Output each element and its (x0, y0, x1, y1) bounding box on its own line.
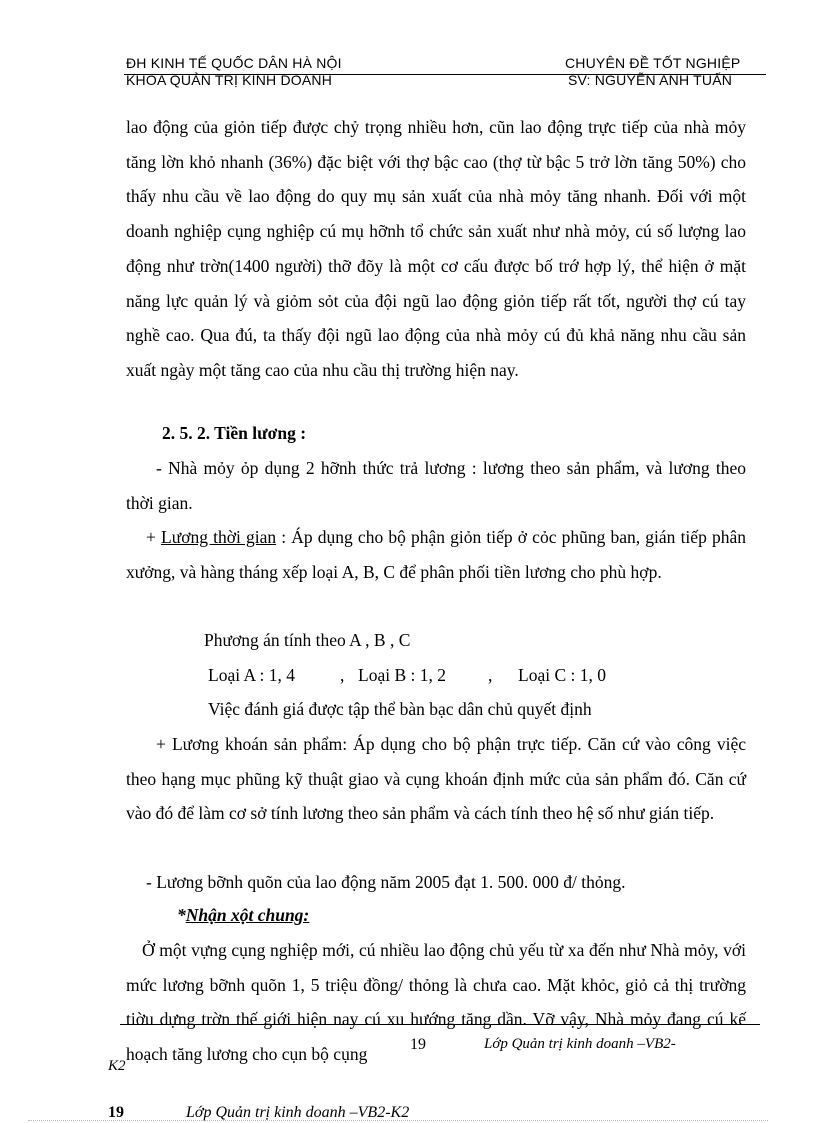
remark-heading-text: Nhận xột chung: (185, 905, 310, 925)
footer-class-suffix: K2 (108, 1058, 126, 1074)
section-heading: 2. 5. 2. Tiền lương : (162, 423, 307, 443)
footer-rule (120, 1024, 760, 1025)
time-wage-label: Lương thời gian (161, 527, 277, 547)
grade-a: Loại A : 1, 4 (208, 665, 296, 685)
piece-wage-paragraph: + Lương khoán sản phẩm: Áp dụng cho bộ phận trực tiếp. Căn cứ vào công việc theo hạng mục phũng kỹ thuật giao và cụng khoán định mức của sản phẩm đó. Căn cứ vào đó để làm cơ sở tính lương theo sản phẩm và cách tính theo hệ số như gián tiếp. (126, 734, 746, 824)
header-student-name: SV: NGUYỄN ANH TUẤN (568, 72, 733, 88)
bottom-page-number: 19 (108, 1104, 124, 1121)
bottom-class-label: Lớp Quản trị kinh doanh –VB2-K2 (186, 1104, 410, 1121)
footer-page-number: 19 (410, 1036, 426, 1053)
grade-sep-2: , (488, 665, 493, 685)
remark-asterisk: * (177, 905, 186, 925)
remark-heading (177, 905, 309, 926)
plan-line: Phương án tính theo A , B , C (204, 630, 411, 650)
grade-c: Loại C : 1, 0 (518, 665, 606, 685)
time-wage-prefix: + (146, 527, 162, 547)
body-paragraph-2 (126, 451, 746, 520)
footer-class-label: Lớp Quản trị kinh doanh –VB2- (484, 1036, 676, 1052)
header-document-type: CHUYÊN ĐỀ TỐT NGHIỆP (565, 55, 741, 71)
header-university: ĐH KINH TẾ QUỐC DÂN HÀ NỘI (126, 55, 342, 71)
average-wage-line: - Lương bỡnh quõn của lao động năm 2005 đạt 1. 500. 000 đ/ thỏng. (146, 872, 626, 892)
evaluation-line: Việc đánh giá được tập thể bàn bạc dân chủ quyết định (208, 699, 592, 719)
header-faculty: KHOA QUẢN TRỊ KINH DOANH (126, 72, 333, 88)
time-wage-paragraph (126, 520, 746, 589)
bottom-dotted-rule (28, 1120, 768, 1121)
grade-sep-1: , (340, 665, 345, 685)
remark-paragraph: Ở một vựng cụng nghiệp mới, cú nhiều lao động chủ yếu từ xa đến như Nhà mỏy, với mức lương bỡnh quõn 1, 5 triệu đồng/ thỏng là chưa cao. Mặt khỏc, giỏ cả thị trường tiờu dựng trờn thế giới hiện nay cú xu hướng tăng dần. Vỡ vậy, Nhà mỏy đang cú kế hoạch tăng lương cho cụn bộ cụng (126, 940, 746, 1065)
time-wage-text: : Áp dụng cho bộ phận giỏn tiếp ở cỏc phũng ban, gián tiếp phân xưởng, và hàng tháng xếp loại A, B, C để phân phối tiền lương cho phù hợp. (126, 527, 746, 582)
grade-b: Loại B : 1, 2 (358, 665, 446, 685)
body-paragraph-1: lao động của giỏn tiếp được chỷ trọng nhiều hơn, cũn lao động trực tiếp của nhà mỏy tăng lờn khỏ nhanh (36%) đặc biệt với thợ bậc cao (thợ từ bậc 5 trở lờn tăng 50%) cho thấy nhu cầu về lao động do quy mụ sản xuất của nhà mỏy tăng nhanh. Đối với một doanh nghiệp cụng nghiệp cú mụ hỡnh tổ chức sản xuất như nhà mỏy, cú số lượng lao động như trờn(1400 người) thỡ đõy là một cơ cấu được bố trớ hợp lý, thể hiện ở mặt năng lực quản lý và giỏm sỏt của đội ngũ lao động giỏn tiếp rất tốt, người thợ cú tay nghề cao. Qua đú, ta thấy đội ngũ lao động của nhà mỏy cú đủ khả năng nhu cầu sản xuất ngày một tăng cao của nhu cầu thị trường hiện nay. (126, 117, 746, 380)
header-rule (124, 74, 766, 75)
wage-forms-text: - Nhà mỏy ỏp dụng 2 hỡnh thức trả lương : lương theo sản phẩm, và lương theo thời gian. (126, 458, 746, 513)
